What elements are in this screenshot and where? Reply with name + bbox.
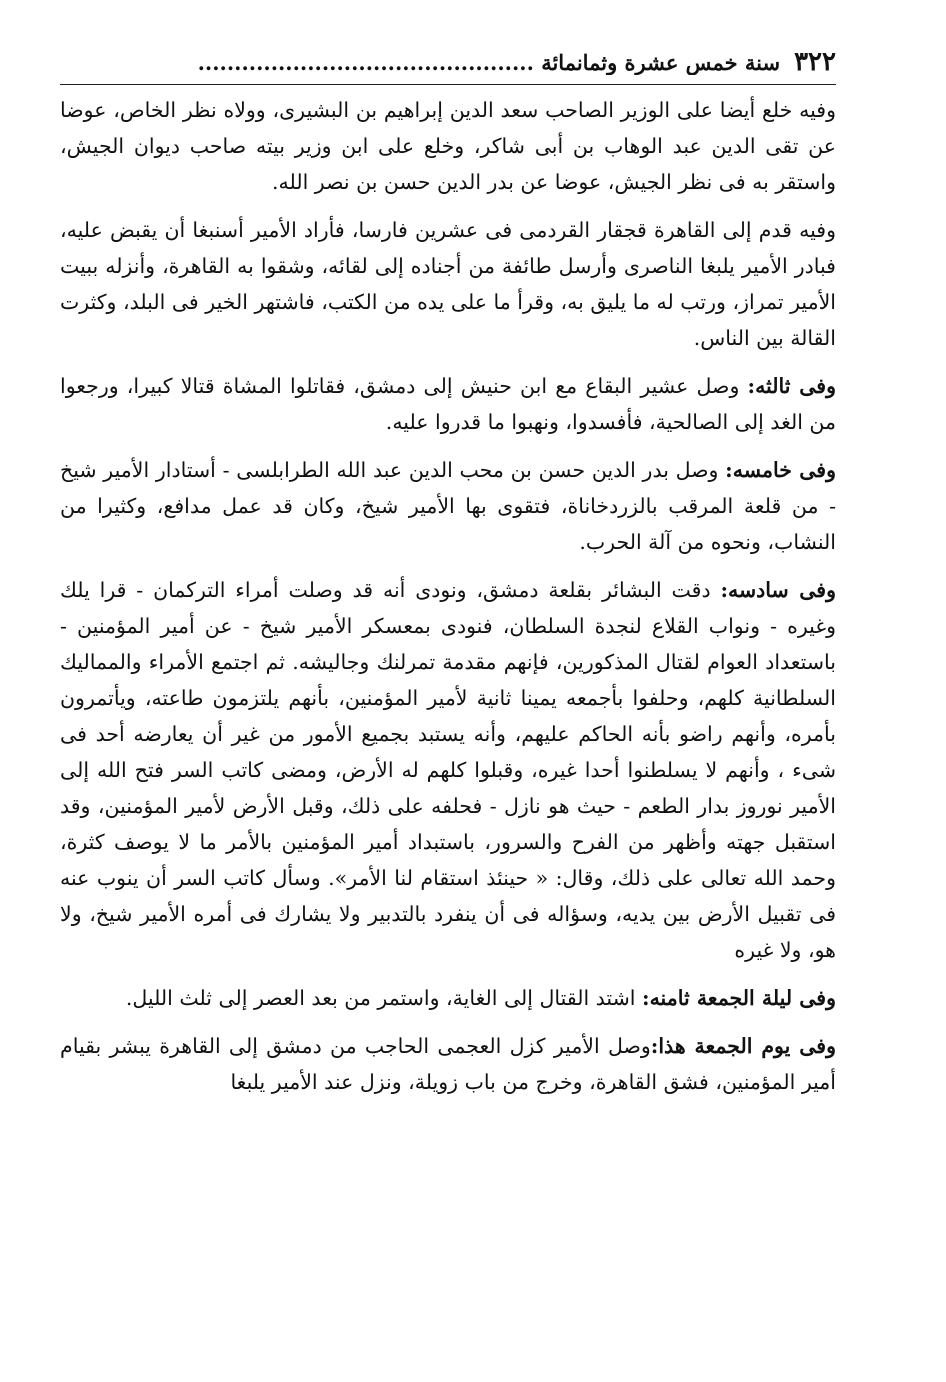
paragraph-text: وفيه قدم إلى القاهرة قجقار القردمى فى عشرين فارسا، فأراد الأمير أسنبغا أن يقبض عليه، فبادر الأمير يلبغا الناصرى وأرسل طائفة من أجناده إلى لقائه، وشقوا به القاهرة، وأنزله ببيت الأمير تمراز، ورتب له ما يليق به، وقرأ ما على يده من الكتب، فاشتهر الخير فى البلد، وكثرت القالة بين الناس.	[60, 218, 836, 350]
paragraph	[60, 1028, 836, 1100]
paragraph	[60, 980, 836, 1016]
paragraph	[60, 572, 836, 968]
paragraph-lead: وفى سادسه:	[720, 578, 836, 602]
paragraph	[60, 368, 836, 440]
paragraph	[60, 452, 836, 560]
paragraph-lead: وفى ليلة الجمعة ثامنه:	[642, 986, 836, 1010]
paragraph-text: وصل الأمير كزل العجمى الحاجب من دمشق إلى القاهرة يبشر بقيام أمير المؤمنين، فشق القاهرة، وخرج من باب زويلة، ونزل عند الأمير يلبغا	[60, 1034, 836, 1094]
page-header	[60, 40, 836, 85]
paragraph-text: اشتد القتال إلى الغاية، واستمر من بعد العصر إلى ثلث الليل.	[125, 986, 642, 1010]
paragraph-lead: وفى ثالثه:	[747, 374, 836, 398]
paragraph-lead: وفى خامسه:	[725, 458, 836, 482]
page-number: ٣٢٢	[794, 47, 836, 77]
paragraph-text: دقت البشائر بقلعة دمشق، ونودى أنه قد وصلت أمراء التركمان - قرا يلك وغيره - ونواب القلاع لنجدة السلطان، فنودى بمعسكر الأمير شيخ - عن أمير المؤمنين - باستعداد العوام لقتال المذكورين، فإنهم مقدمة تمرلنك وجاليشه. ثم اجتمع الأمراء والمماليك السلطانية كلهم، وحلفوا بأجمعه يمينا ثانية لأمير المؤمنين، بأنهم يلتزمون طاعته، ويأتمرون بأمره، وأنهم راضو بأنه الحاكم عليهم، وأنه يستبد بجميع الأمور من غير أن يعارضه أحد فى شىء ، وأنهم لا يسلطنوا أحدا غيره، وقبلوا كلهم له الأرض، ومضى كاتب السر فتح الله إلى الأمير نوروز بدار الطعم - حيث هو نازل - فحلفه على ذلك، وقبل الأرض لأمير المؤمنين، وقد استقبل جهته وأظهر من الفرح والسرور، باستبداد أمير المؤمنين بالأمر ما لا يوصف كثرة، وحمد الله تعالى على ذلك، وقال: « حينئذ استقام لنا الأمر». وسأل كاتب السر أن ينوب عنه فى تقبيل الأرض بين يديه، وسؤاله فى أن ينفرد بالتدبير ولا يشارك فى أمره الأمير شيخ، ولا هو، ولا غيره	[60, 578, 836, 962]
paragraph	[60, 212, 836, 356]
paragraph-text: وفيه خلع أيضا على الوزير الصاحب سعد الدين إبراهيم بن البشيرى، وولاه نظر الخاص، عوضا عن تقى الدين عبد الوهاب بن أبى شاكر، وخلع على ابن وزير بيته صاحب ديوان الجيش، واستقر به فى نظر الجيش، عوضا عن بدر الدين حسن بن نصر الله.	[60, 98, 836, 194]
text-body	[60, 92, 836, 1112]
paragraph	[60, 92, 836, 200]
running-title: سنة خمس عشرة وثمانمائة ..............................................	[197, 49, 781, 75]
paragraph-lead: وفى يوم الجمعة هذا:	[650, 1034, 836, 1058]
paragraph-text: وصل عشير البقاع مع ابن حنيش إلى دمشق، فقاتلوا المشاة قتالا كبيرا، ورجعوا من الغد إلى الصالحية، فأفسدوا، ونهبوا ما قدروا عليه.	[60, 374, 836, 434]
paragraph-text: وصل بدر الدين حسن بن محب الدين عبد الله الطرابلسى - أستادار الأمير شيخ - من قلعة المرقب بالزردخاناة، فتقوى بها الأمير شيخ، وكان قد عمل مدافع، وكثيرا من النشاب، ونحوه من آلة الحرب.	[60, 458, 836, 554]
